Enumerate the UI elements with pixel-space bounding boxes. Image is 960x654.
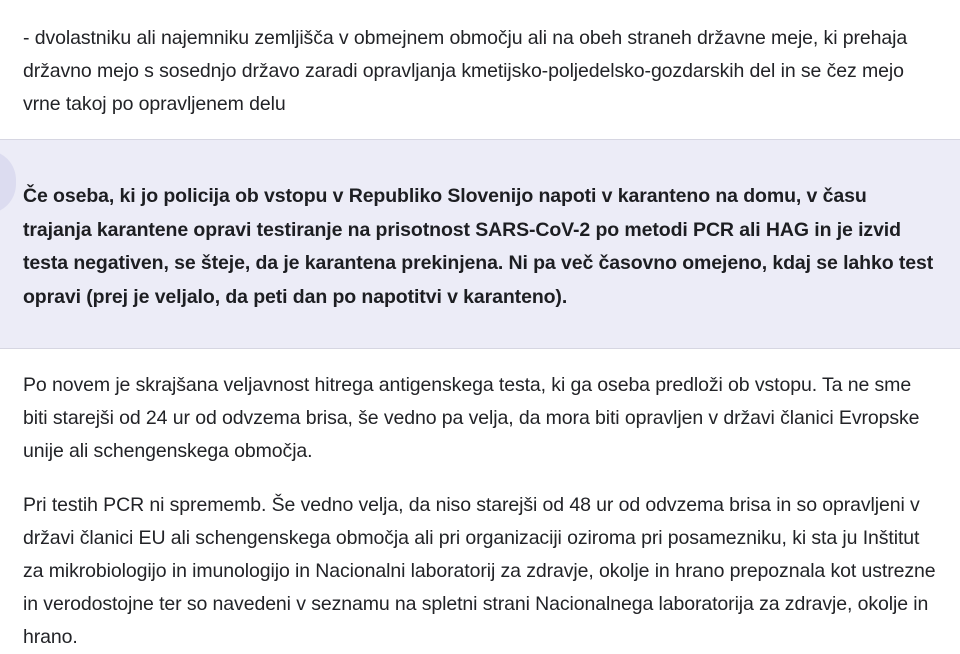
- paragraph-antigen-test: Po novem je skrajšana veljavnost hitrega antigenskega testa, ki ga oseba predloži ob vstopu. Ta ne sme biti starejši od 24 ur od odvzema brisa, še vedno pa velja, da mora biti opravljen v državi članici Evropske unije ali schengenskega območja.: [23, 374, 920, 462]
- paragraph-pcr-test: Pri testih PCR ni sprememb. Še vedno velja, da niso starejši od 48 ur od odvzema brisa in so opravljeni v državi članici EU ali schengenskega območja ali pri organizaciji oziroma pri posamezniku, ki sta ju Inštitut za mikrobiologijo in imunologijo in Nacionalni laboratorij za zdravje, okolje in hrano prepoznala kot ustrezne in verodostojne ter so navedeni v seznamu na spletni strani Nacionalnega laboratorija za zdravje, okolje in hrano.: [23, 494, 936, 648]
- paragraph-land-owner-exception: - dvolastniku ali najemniku zemljišča v obmejnem območju ali na obeh straneh državne meje, ki prehaja državno mejo s sosednjo državo zaradi opravljanja kmetijsko-poljedelsko-gozdarskih del in se čez mejo vrne takoj po opravljenem delu: [23, 27, 908, 115]
- highlight-callout: [0, 139, 960, 349]
- callout-quarantine-text: Če oseba, ki jo policija ob vstopu v Republiko Slovenijo napoti v karanteno na domu, v času trajanja karantene opravi testiranje na prisotnost SARS-CoV-2 po metodi PCR ali HAG in je izvid testa negativen, se šteje, da je karantena prekinjena. Ni pa več časovno omejeno, kdaj se lahko test opravi (prej je veljalo, da peti dan po napotitvi v karanteno).: [23, 185, 934, 308]
